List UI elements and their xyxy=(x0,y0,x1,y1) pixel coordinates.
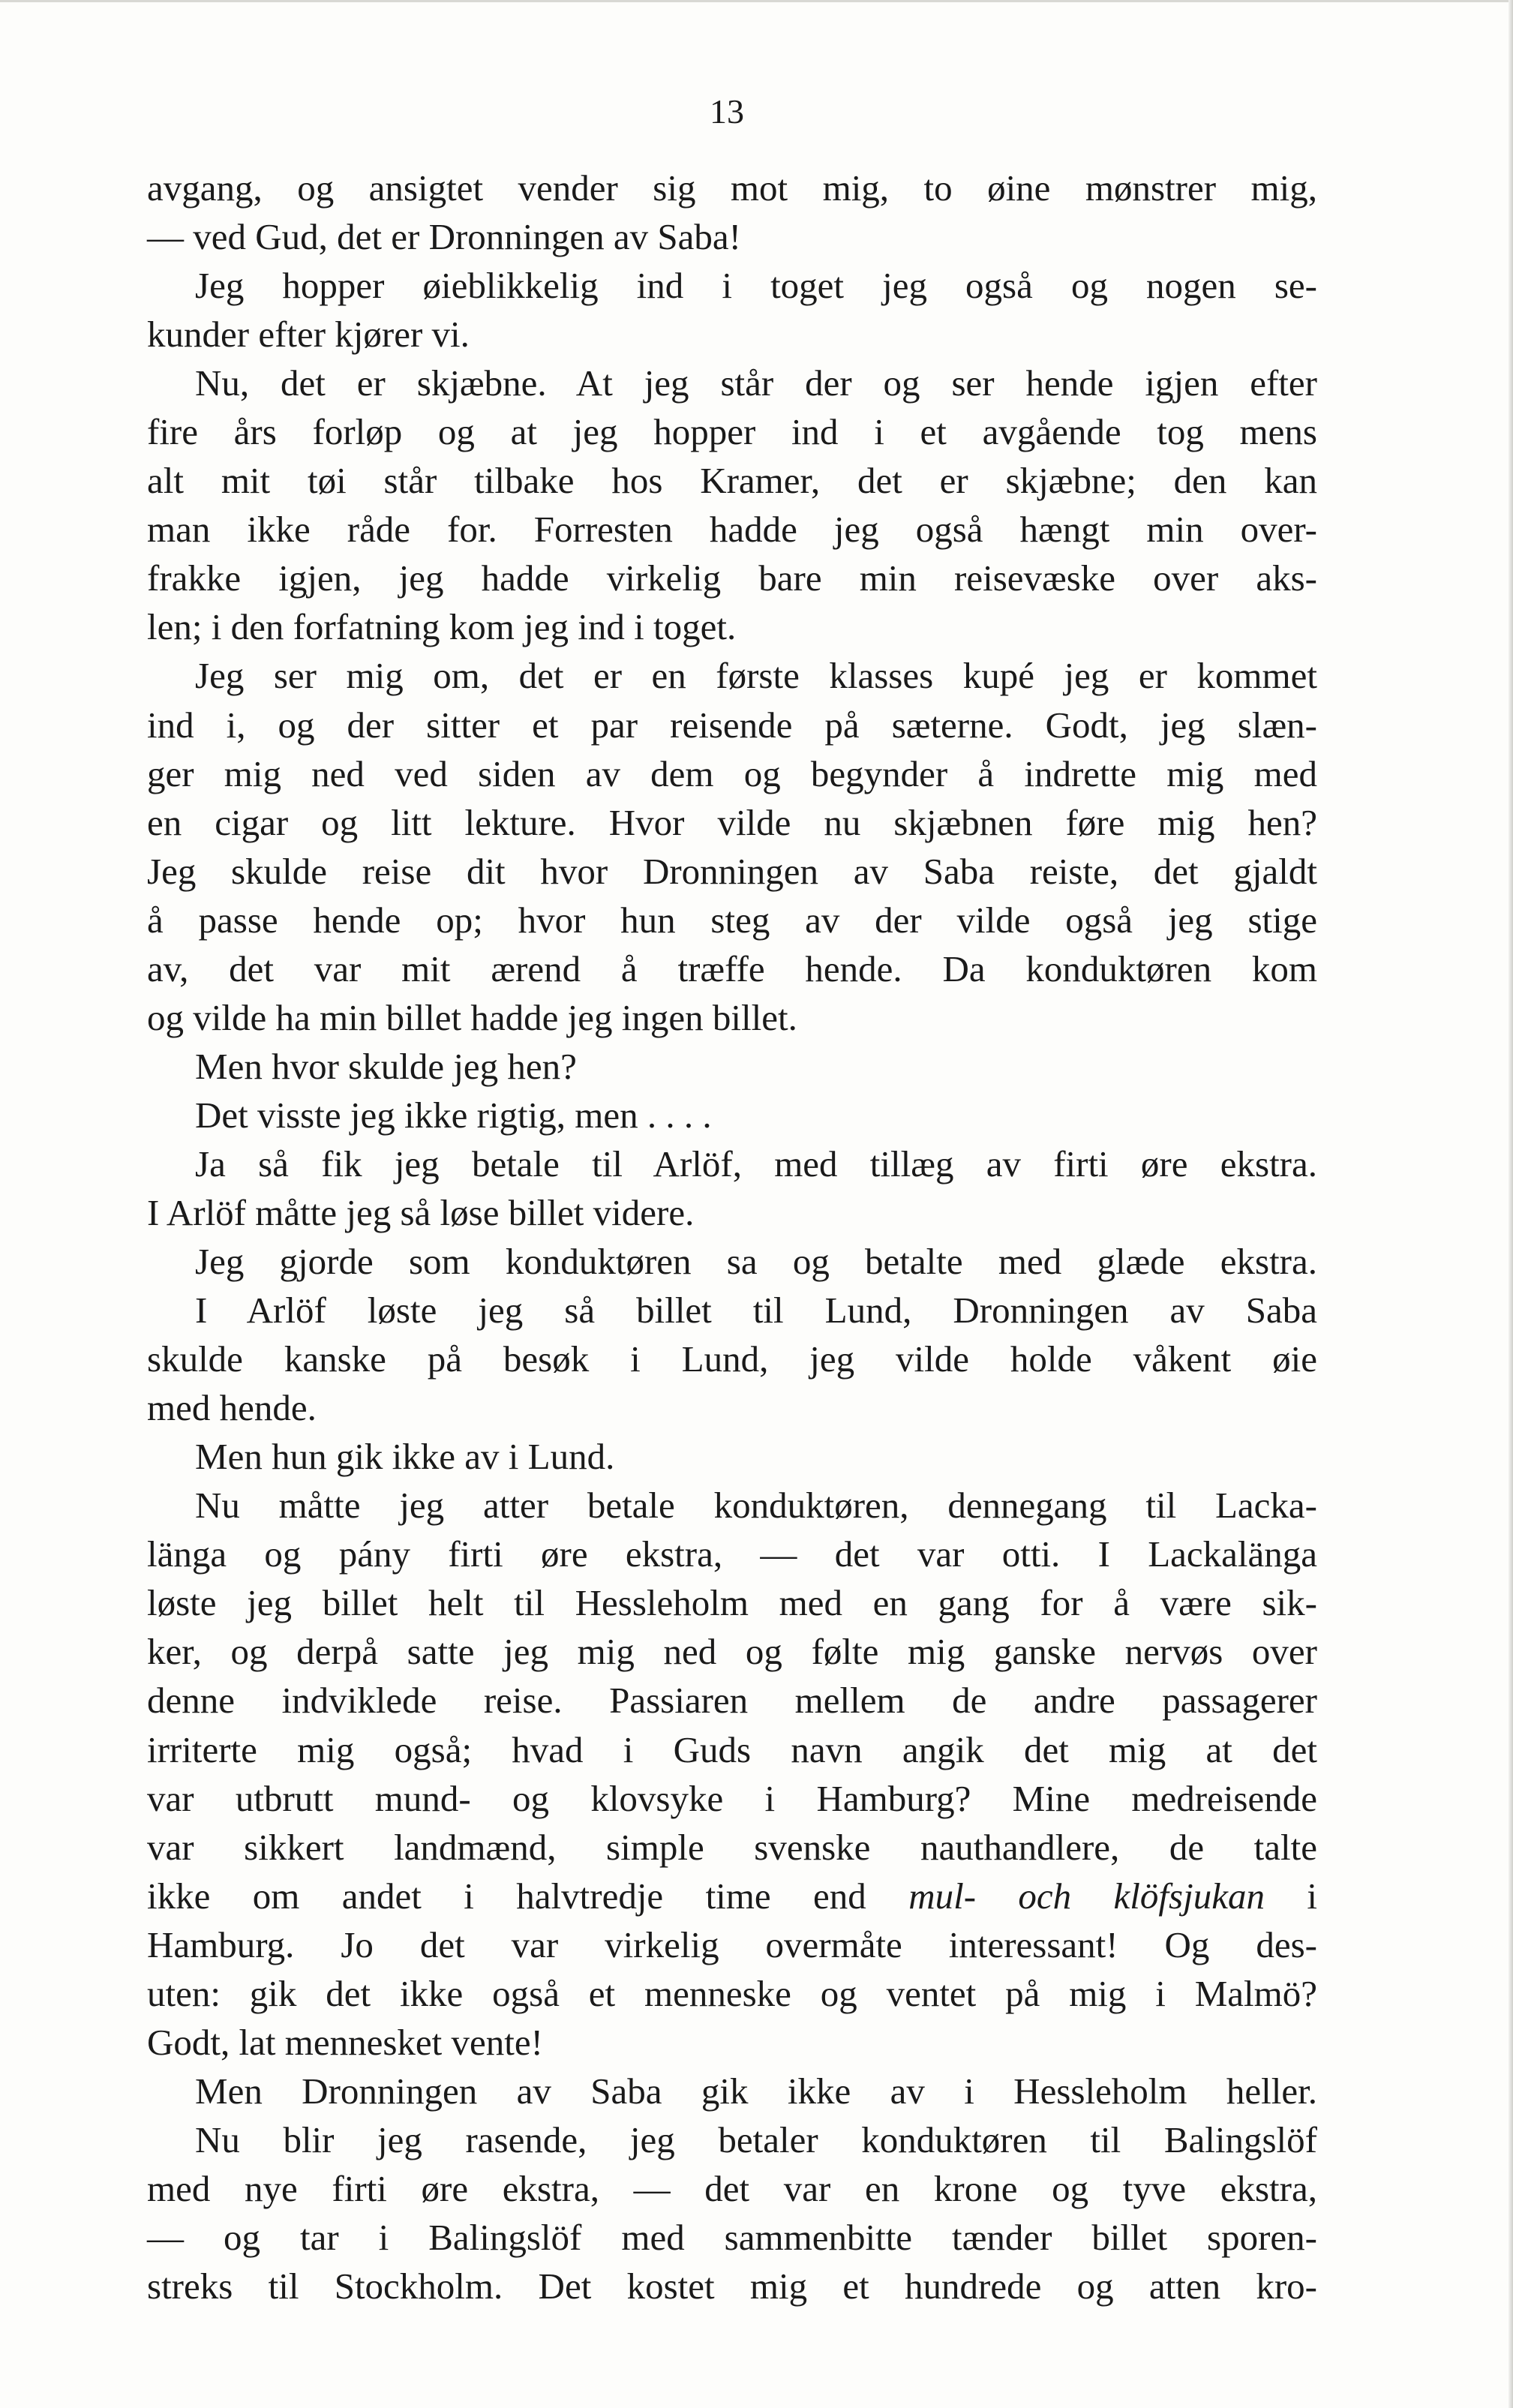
text-line: ger mig ned ved siden av dem og begynder å indrette mig med xyxy=(147,752,1317,794)
text-line: med nye firti øre ekstra, — det var en krone og tyve ekstra, xyxy=(147,2167,1317,2209)
text-line: en cigar og litt lekture. Hvor vilde nu skjæbnen føre mig hen? xyxy=(147,801,1317,843)
text-line: frakke igjen, jeg hadde virkelig bare min reisevæske over aks- xyxy=(147,557,1317,599)
text-line: ind i, og der sitter et par reisende på sæterne. Godt, jeg slæn- xyxy=(147,704,1317,746)
text-line xyxy=(147,1872,1317,1920)
text-line: denne indviklede reise. Passiaren mellem de andre passagerer xyxy=(147,1680,1317,1722)
text-run: i xyxy=(1264,1875,1317,1917)
page-number: 13 xyxy=(710,92,744,131)
text-line: I Arlöf måtte jeg så løse billet videre. xyxy=(147,1191,695,1233)
text-line: länga og pány firti øre ekstra, — det var otti. I Lackalänga xyxy=(147,1533,1317,1575)
text-line: uten: gik det ikke også et menneske og ventet på mig i Malmö? xyxy=(147,1972,1317,2014)
text-line: Det visste jeg ikke rigtig, men . . . . xyxy=(195,1094,712,1136)
text-line: Men hvor skulde jeg hen? xyxy=(195,1045,577,1087)
text-line: og vilde ha min billet hadde jeg ingen billet. xyxy=(147,996,797,1038)
text-line: Men Dronningen av Saba gik ikke av i Hessleholm heller. xyxy=(195,2070,1317,2112)
text-line: irriterte mig også; hvad i Guds navn angik det mig at det xyxy=(147,1728,1317,1770)
text-line: Nu, det er skjæbne. At jeg står der og ser hende igjen efter xyxy=(195,362,1317,404)
text-line: Nu blir jeg rasende, jeg betaler konduktøren til Balingslöf xyxy=(195,2118,1317,2160)
text-line: skulde kanske på besøk i Lund, jeg vilde holde våkent øie xyxy=(147,1338,1317,1380)
text-line: man ikke råde for. Forresten hadde jeg også hængt min over- xyxy=(147,509,1317,551)
text-line: Ja så fik jeg betale til Arlöf, med tillæg av firti øre ekstra. xyxy=(195,1142,1317,1184)
text-line: I Arlöf løste jeg så billet til Lund, Dronningen av Saba xyxy=(195,1290,1317,1332)
text-line: Jeg skulde reise dit hvor Dronningen av Saba reiste, det gjaldt xyxy=(147,850,1317,892)
text-line: var sikkert landmænd, simple svenske nauthandlere, de talte xyxy=(147,1826,1317,1868)
text-line: Men hun gik ikke av i Lund. xyxy=(195,1436,615,1478)
text-line: Jeg gjorde som konduktøren sa og betalte med glæde ekstra. xyxy=(195,1241,1317,1283)
text-line: løste jeg billet helt til Hessleholm med en gang for å være sik- xyxy=(147,1582,1317,1624)
text-line: — og tar i Balingslöf med sammenbitte tænder billet sporen- xyxy=(147,2216,1317,2258)
text-line: fire års forløp og at jeg hopper ind i et avgående tog mens xyxy=(147,411,1317,453)
text-line: alt mit tøi står tilbake hos Kramer, det er skjæbne; den kan xyxy=(147,460,1317,502)
page-edge-right xyxy=(1508,0,1513,2408)
text-line: Nu måtte jeg atter betale konduktøren, dennegang til Lacka- xyxy=(195,1485,1317,1527)
italic-phrase: mul- och klöfsjukan xyxy=(908,1875,1265,1917)
text-line: ker, og derpå satte jeg mig ned og følte mig ganske nervøs over xyxy=(147,1631,1317,1673)
text-line: avgang, og ansigtet vender sig mot mig, to øine mønstrer mig, xyxy=(147,167,1317,209)
text-line: Jeg hopper øieblikkelig ind i toget jeg også og nogen se- xyxy=(195,265,1317,307)
text-line: Hamburg. Jo det var virkelig overmåte interessant! Og des- xyxy=(147,1923,1317,1965)
text-line: med hende. xyxy=(147,1387,317,1429)
text-line: Godt, lat mennesket vente! xyxy=(147,2021,543,2063)
text-line: av, det var mit ærend å træffe hende. Da konduktøren kom xyxy=(147,947,1317,989)
page-edge xyxy=(0,0,1513,2)
text-line: — ved Gud, det er Dronningen av Saba! xyxy=(147,216,741,258)
text-line: kunder efter kjører vi. xyxy=(147,314,470,356)
body-text xyxy=(147,164,1317,2310)
text-line: Jeg ser mig om, det er en første klasses kupé jeg er kommet xyxy=(195,655,1317,697)
text-line: streks til Stockholm. Det kostet mig et hundrede og atten kro- xyxy=(147,2265,1317,2307)
text-line: var utbrutt mund- og klovsyke i Hamburg? Mine medreisende xyxy=(147,1777,1317,1819)
text-run: ikke om andet i halvtredje time end xyxy=(147,1875,909,1917)
text-line: len; i den forfatning kom jeg ind i toget. xyxy=(147,606,737,648)
text-line: å passe hende op; hvor hun steg av der vilde også jeg stige xyxy=(147,899,1317,941)
